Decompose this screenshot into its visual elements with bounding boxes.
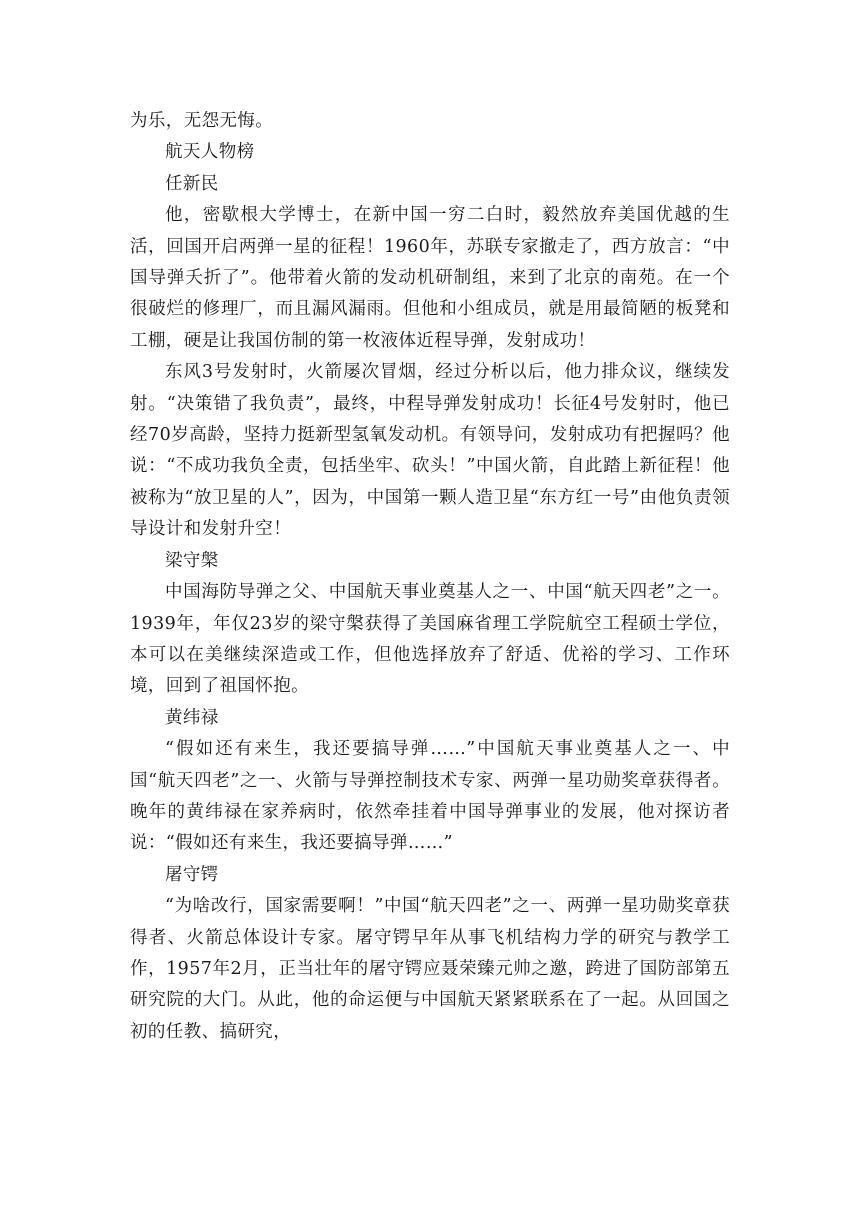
paragraph-continuation: 为乐，无怨无悔。 <box>130 111 274 131</box>
section-heading: 航天人物榜 <box>165 142 255 163</box>
paragraph: “假如还有来生，我还要搞导弹……”中国航天事业奠基人之一、中国“航天四老”之一、火箭与导弹控制技术专家、两弹一星功勋奖章获得者。晚年的黄纬禄在家养病时，依然牵挂着中国导弹事业的发展，他对探访者说：“假如还有来生，我还要搞导弹……” <box>130 739 730 854</box>
person-name-heading: 屠守锷 <box>165 864 219 885</box>
person-name-heading: 任新民 <box>165 173 219 194</box>
paragraph: 东风3号发射时，火箭屡次冒烟，经过分析以后，他力排众议，继续发射。“决策错了我负责”，最终，中程导弹发射成功！长征4号发射时，他已经70岁高龄，坚持力挺新型氢氧发动机。有领导问，发射成功有把握吗？他说：“不成功我负全责，包括坐牢、砍头！”中国火箭，自此踏上新征程！他被称为“放卫星的人”，因为，中国第一颗人造卫星“东方红一号”由他负责领导设计和发射升空！ <box>130 362 730 540</box>
paragraph: 中国海防导弹之父、中国航天事业奠基人之一、中国“航天四老”之一。1939年，年仅23岁的梁守槃获得了美国麻省理工学院航空工程硕士学位，本可以在美继续深造或工作，但他选择放弃了舒适、优裕的学习、工作环境，回到了祖国怀抱。 <box>130 582 730 697</box>
person-name-heading: 梁守槃 <box>165 550 219 571</box>
paragraph: “为啥改行，国家需要啊！”中国“航天四老”之一、两弹一星功勋奖章获得者、火箭总体设计专家。屠守锷早年从事飞机结构力学的研究与教学工作，1957年2月，正当壮年的屠守锷应聂荣臻元帅之邀，跨进了国防部第五研究院的大门。从此，他的命运便与中国航天紧紧联系在了一起。从回国之初的任教、搞研究， <box>130 896 730 1042</box>
paragraph: 他，密歇根大学博士，在新中国一穷二白时，毅然放弃美国优越的生活，回国开启两弹一星的征程！1960年，苏联专家撤走了，西方放言：“中国导弹夭折了”。他带着火箭的发动机研制组，来到了北京的南苑。在一个很破烂的修理厂，而且漏风漏雨。但他和小组成员，就是用最简陋的板凳和工棚，硬是让我国仿制的第一枚液体近程导弹，发射成功！ <box>130 205 730 351</box>
document-body <box>130 106 730 1048</box>
person-name-heading: 黄纬禄 <box>165 707 219 728</box>
